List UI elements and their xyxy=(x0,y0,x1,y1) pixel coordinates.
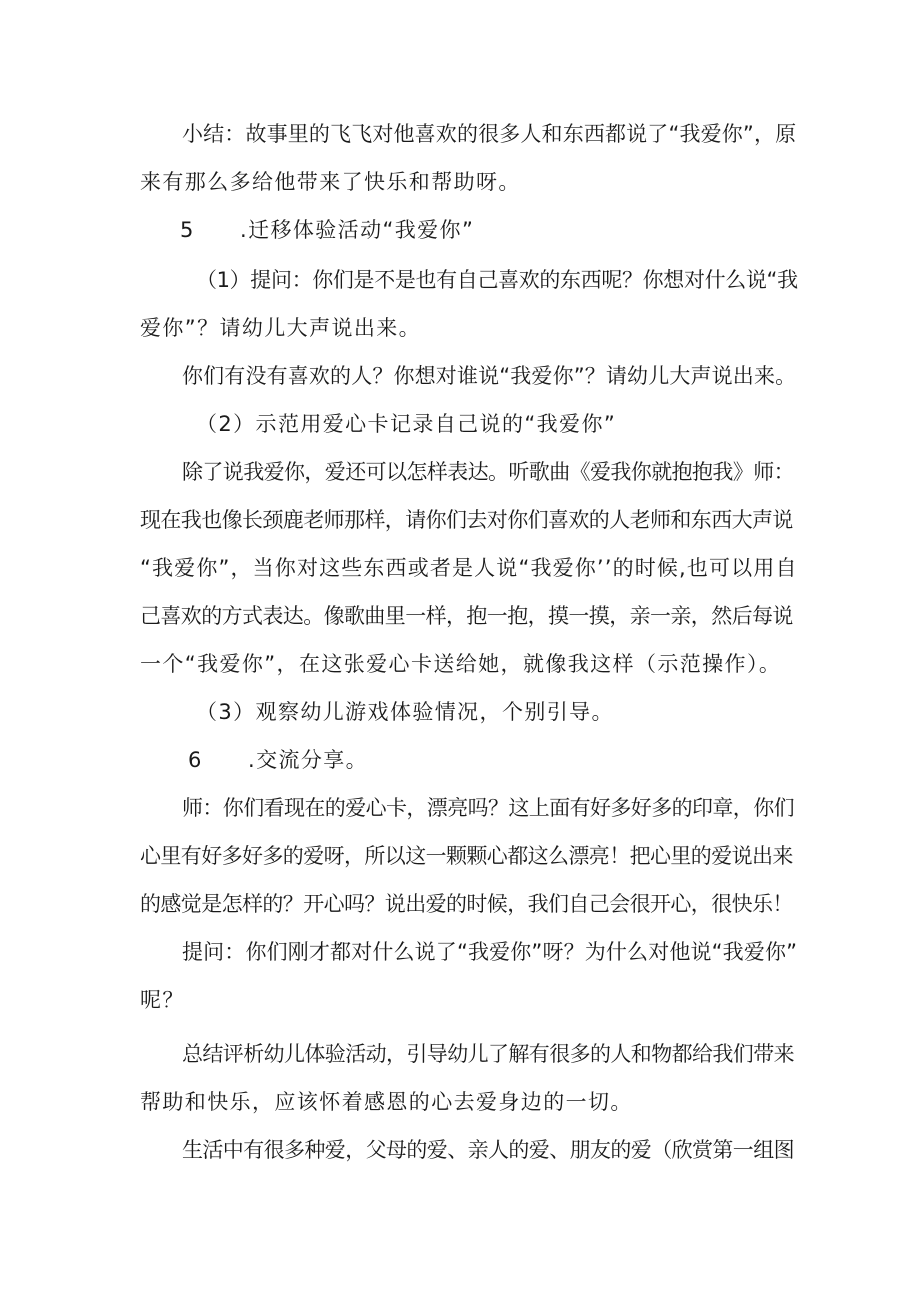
explain-line-2: 现在我也像长颈鹿老师那样，请你们去对你们喜欢的人老师和东西大声说 xyxy=(140,508,793,532)
step-1-line-1: （1）提问：你们是不是也有自己喜欢的东西呢？你想对什么说“我 xyxy=(196,268,798,292)
question-why-line-1: 提问：你们刚才都对什么说了“我爱你”呀？为什么对他说“我爱你” xyxy=(182,940,798,964)
teacher-line-3: 的感觉是怎样的？开心吗？说出爱的时候，我们自己会很开心，很快乐！ xyxy=(140,892,793,916)
step-3: （3）观察幼儿游戏体验情况，个别引导。 xyxy=(196,700,614,724)
question-people: 你们有没有喜欢的人？你想对谁说“我爱你”？请幼儿大声说出来。 xyxy=(182,364,797,388)
summary2-line-2: 帮助和快乐，应该怀着感恩的心去爱身边的一切。 xyxy=(140,1090,633,1114)
explain-line-3: “我爱你”，当你对这些东西或者是人说“我爱你’’的时候,也可以用自 xyxy=(140,556,798,580)
teacher-line-1: 师：你们看现在的爱心卡，漂亮吗？这上面有好多好多的印章，你们 xyxy=(182,796,794,820)
section-6-heading xyxy=(188,746,368,774)
section-5-heading xyxy=(180,216,474,244)
step-2: （2）示范用爱心卡记录自己说的“我爱你” xyxy=(196,412,617,436)
explain-line-1: 除了说我爱你，爱还可以怎样表达。听歌曲《爱我你就抱抱我》师： xyxy=(182,460,794,484)
summary-line-1: 小结：故事里的飞飞对他喜欢的很多人和东西都说了“我爱你”，原 xyxy=(182,122,797,146)
summary2-line-1: 总结评析幼儿体验活动，引导幼儿了解有很多的人和物都给我们带来 xyxy=(182,1042,794,1066)
life-love-line-1: 生活中有很多种爱，父母的爱、亲人的爱、朋友的爱（欣赏第一组图 xyxy=(182,1138,794,1162)
section-number: 5 xyxy=(180,218,195,242)
step-1-line-2: 爱你”？请幼儿大声说出来。 xyxy=(140,316,422,340)
section-number: 6 xyxy=(188,748,203,772)
question-why-line-2: 呢？ xyxy=(140,988,185,1012)
explain-line-4: 己喜欢的方式表达。像歌曲里一样，抱一抱，摸一摸，亲一亲，然后每说 xyxy=(140,604,793,628)
explain-line-5: 一个“我爱你”，在这张爱心卡送给她，就像我这样（示范操作）。 xyxy=(140,652,782,676)
section-title: .迁移体验活动“我爱你” xyxy=(240,218,475,242)
summary-line-2: 来有那么多给他带来了快乐和帮助呀。 xyxy=(140,170,521,194)
section-title: .交流分享。 xyxy=(248,748,369,772)
teacher-line-2: 心里有好多好多的爱呀，所以这一颗颗心都这么漂亮！把心里的爱说出来 xyxy=(140,844,793,868)
